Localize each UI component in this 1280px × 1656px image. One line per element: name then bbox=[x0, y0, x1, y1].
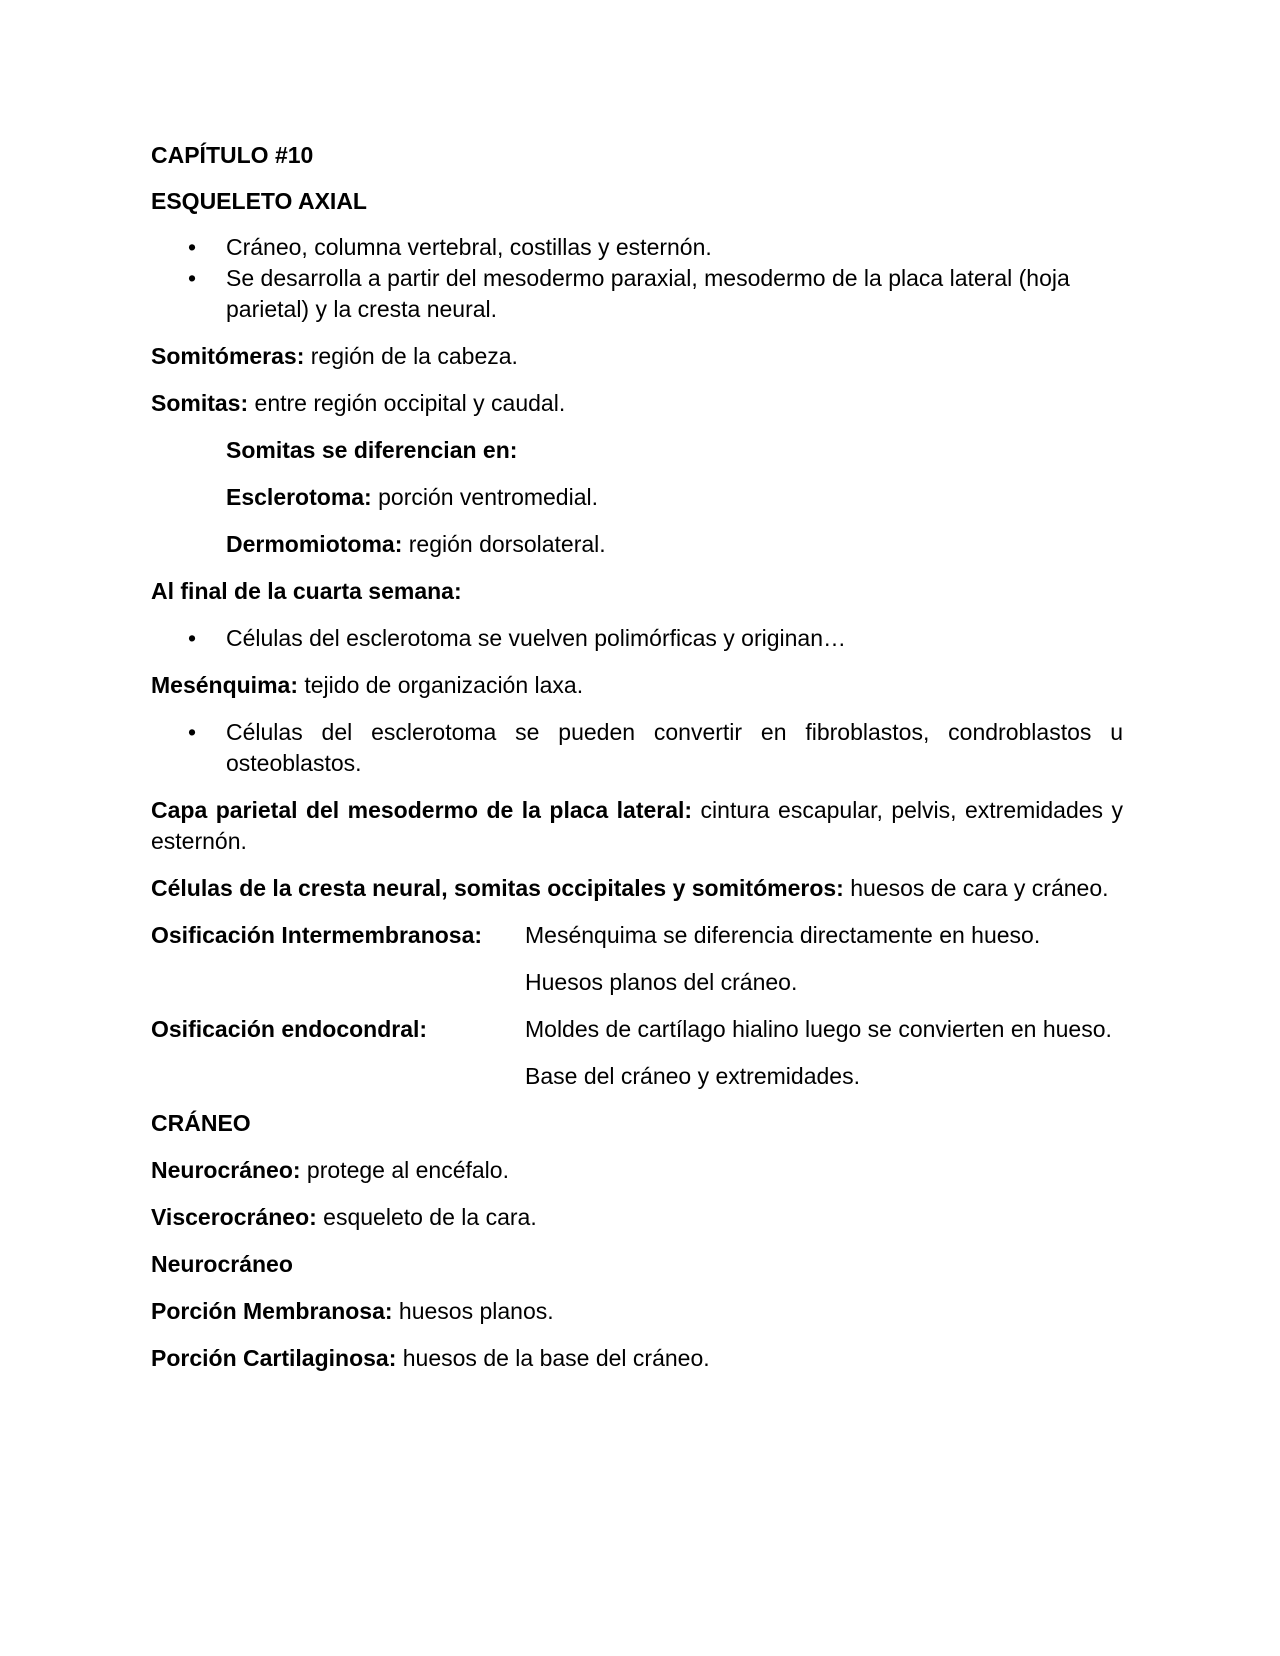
term-text: tejido de organización laxa. bbox=[297, 672, 584, 698]
cuarta-semana-bullets bbox=[151, 623, 1123, 654]
porcion-membranosa-definition bbox=[151, 1296, 1123, 1327]
term-label: Mesénquima: bbox=[151, 672, 298, 698]
list-item-text: Células del esclerotoma se vuelven polimórficas y originan… bbox=[226, 625, 847, 651]
list-item-text: Cráneo, columna vertebral, costillas y esternón. bbox=[226, 234, 712, 260]
list-item bbox=[151, 263, 1123, 325]
term-label: Somitas: bbox=[151, 390, 249, 416]
osificacion-intermembranosa-row-2 bbox=[151, 967, 1123, 998]
esclerotoma-definition bbox=[226, 482, 1123, 513]
term-text: porción ventromedial. bbox=[371, 484, 599, 510]
document-page bbox=[151, 140, 1123, 1390]
term-label: Osificación endocondral: bbox=[151, 1016, 428, 1042]
section-title: ESQUELETO AXIAL bbox=[151, 188, 367, 214]
term-text: huesos de cara y cráneo. bbox=[843, 875, 1109, 901]
term-label: Viscerocráneo: bbox=[151, 1204, 317, 1230]
viscerocraneo-definition bbox=[151, 1202, 1123, 1233]
term-label: Capa parietal del mesodermo de la placa lateral: bbox=[151, 797, 693, 823]
osificacion-endocondral-row bbox=[151, 1014, 1123, 1045]
term-label: Porción Cartilaginosa: bbox=[151, 1345, 397, 1371]
term-text: cintura escapular, pelvis, extremidades y esternón. bbox=[151, 797, 1123, 854]
term-text: Huesos planos del cráneo. bbox=[525, 969, 798, 995]
celulas-cresta-definition bbox=[151, 873, 1123, 904]
term-text: Moldes de cartílago hialino luego se convierten en hueso. bbox=[525, 1016, 1112, 1042]
term-text: protege al encéfalo. bbox=[300, 1157, 509, 1183]
bullet-icon: • bbox=[188, 625, 197, 651]
osificacion-intermembranosa-row bbox=[151, 920, 1123, 951]
mesenquima-bullets bbox=[151, 717, 1123, 779]
empty-cell bbox=[151, 967, 525, 998]
term-text: región dorsolateral. bbox=[402, 531, 606, 557]
chapter-title: CAPÍTULO #10 bbox=[151, 142, 314, 168]
somitomeras-definition bbox=[151, 341, 1123, 372]
term-label: Células de la cresta neural, somitas occipitales y somitómeros: bbox=[151, 875, 844, 901]
intro-bullet-list bbox=[151, 232, 1123, 325]
term-label: Neurocráneo: bbox=[151, 1157, 301, 1183]
somitas-definition bbox=[151, 388, 1123, 419]
term-label: Osificación Intermembranosa: bbox=[151, 922, 483, 948]
term-text: huesos planos. bbox=[392, 1298, 554, 1324]
term-text: entre región occipital y caudal. bbox=[248, 390, 566, 416]
somitas-diff-heading: Somitas se diferencian en: bbox=[226, 437, 518, 463]
list-item-text: Se desarrolla a partir del mesodermo paraxial, mesodermo de la placa lateral (hoja parietal) y la cresta neural. bbox=[226, 265, 1070, 322]
cuarta-semana-heading: Al final de la cuarta semana: bbox=[151, 578, 462, 604]
bullet-icon: • bbox=[188, 719, 197, 745]
dermomiotoma-definition bbox=[226, 529, 1123, 560]
term-label: Porción Membranosa: bbox=[151, 1298, 393, 1324]
list-item-text: Células del esclerotoma se pueden convertir en fibroblastos, condroblastos u osteoblastos. bbox=[226, 719, 1123, 776]
capa-parietal-definition bbox=[151, 795, 1123, 857]
term-text: huesos de la base del cráneo. bbox=[396, 1345, 710, 1371]
neurocraneo-heading: Neurocráneo bbox=[151, 1251, 293, 1277]
empty-cell bbox=[151, 1061, 525, 1092]
list-item bbox=[151, 717, 1123, 779]
craneo-heading: CRÁNEO bbox=[151, 1110, 251, 1136]
osificacion-endocondral-row-2 bbox=[151, 1061, 1123, 1092]
term-text: región de la cabeza. bbox=[304, 343, 518, 369]
term-text: esqueleto de la cara. bbox=[316, 1204, 537, 1230]
term-label: Dermomiotoma: bbox=[226, 531, 403, 557]
bullet-icon: • bbox=[188, 265, 197, 291]
neurocraneo-definition bbox=[151, 1155, 1123, 1186]
term-text: Base del cráneo y extremidades. bbox=[525, 1063, 860, 1089]
term-text: Mesénquima se diferencia directamente en hueso. bbox=[525, 922, 1041, 948]
porcion-cartilaginosa-definition bbox=[151, 1343, 1123, 1374]
list-item bbox=[151, 232, 1123, 263]
term-label: Esclerotoma: bbox=[226, 484, 372, 510]
mesenquima-definition bbox=[151, 670, 1123, 701]
list-item bbox=[151, 623, 1123, 654]
bullet-icon: • bbox=[188, 234, 197, 260]
term-label: Somitómeras: bbox=[151, 343, 305, 369]
